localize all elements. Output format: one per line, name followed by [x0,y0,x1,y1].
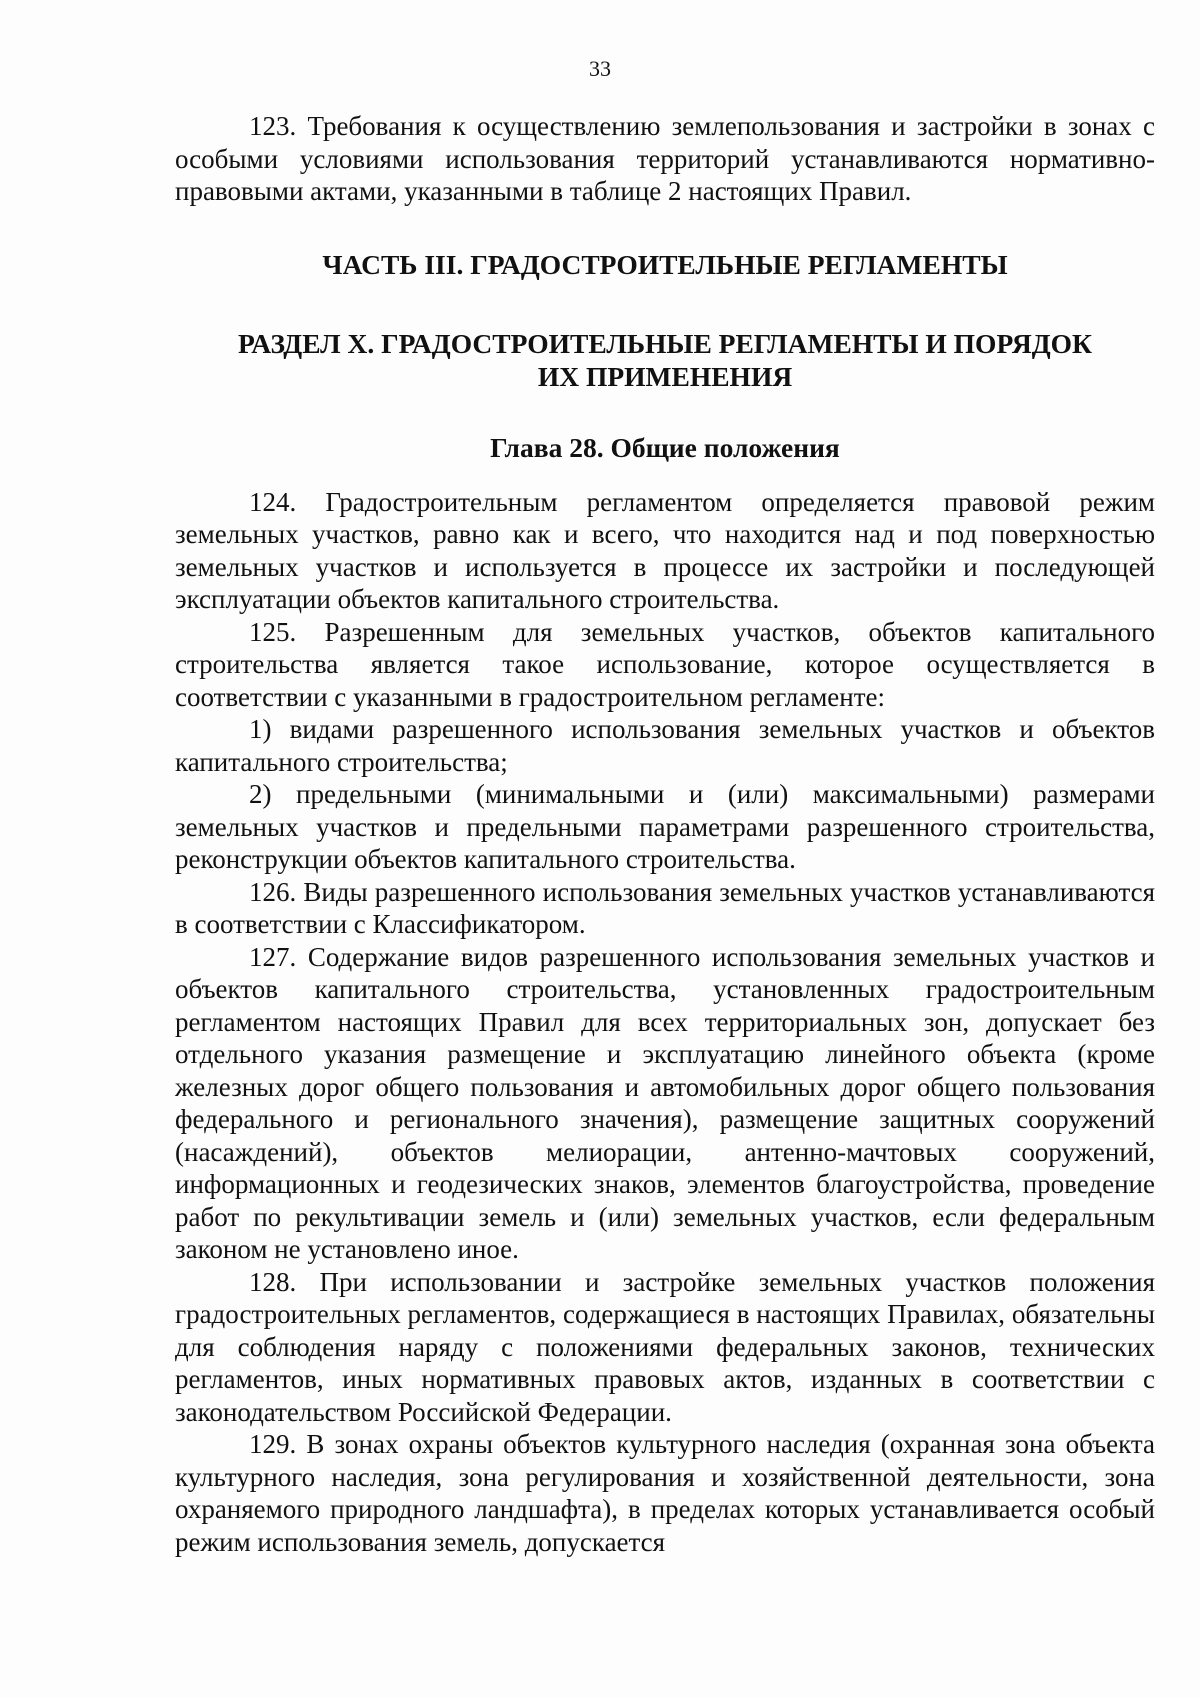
section-heading-line1: РАЗДЕЛ X. ГРАДОСТРОИТЕЛЬНЫЕ РЕГЛАМЕНТЫ И ПОРЯДОК [237,327,1092,359]
paragraph-128: 128. При использовании и застройке земельных участков положения градостроительных регламентов, содержащиеся в настоящих Правилах, обязательны для соблюдения наряду с положениями федеральных законов, технических регламентов, иных нормативных правовых актов, изданных в соответствии с законодательством Российской Федерации. [175,1266,1155,1427]
section-heading-line2: ИХ ПРИМЕНЕНИЯ [537,360,793,392]
paragraph-125-item-2: 2) предельными (минимальными и (или) максимальными) размерами земельных участков и предельными параметрами разрешенного строительства, реконструкции объектов капитального строительства. [175,779,1155,874]
part-heading: ЧАСТЬ III. ГРАДОСТРОИТЕЛЬНЫЕ РЕГЛАМЕНТЫ [322,248,1008,280]
paragraph-126: 126. Виды разрешенного использования земельных участков устанавливаются в соответствии с Классификатором. [175,876,1155,939]
paragraph-123: 123. Требования к осуществлению землепользования и застройки в зонах с особыми условиями использования территорий устанавливаются нормативно-правовыми актами, указанными в таблице 2 настоящих Правил. [175,111,1155,206]
page-number: 33 [589,56,611,81]
document-body [175,110,1155,1558]
paragraph-125: 125. Разрешенным для земельных участков, объектов капитального строительства является такое использование, которое осуществляется в соответствии с указанными в градостроительном регламенте: [175,616,1155,712]
section-heading [175,327,1155,393]
paragraph-124: 124. Градостроительным регламентом определяется правовой режим земельных участков, равно как и всего, что находится над и под поверхностью земельных участков и используется в процессе их застройки и последующей эксплуатации объектов капитального строительства. [175,486,1155,614]
paragraph-129: 129. В зонах охраны объектов культурного наследия (охранная зона объекта культурного наследия, зона регулирования и хозяйственной деятельности, зона охраняемого природного ландшафта), в пределах которых устанавливается особый режим использования земель, допускается [175,1429,1155,1557]
paragraph-125-item-1: 1) видами разрешенного использования земельных участков и объектов капитального строительства; [175,714,1155,777]
chapter-heading: Глава 28. Общие положения [490,431,840,463]
paragraph-127: 127. Содержание видов разрешенного использования земельных участков и объектов капитального строительства, установленных градостроительным регламентом настоящих Правил для всех территориальных зон, допускает без отдельного указания размещение и эксплуатацию линейного объекта (кроме железных дорог общего пользования и автомобильных дорог общего пользования федерального и регионального значения), размещение защитных сооружений (насаждений), объектов мелиорации, антенно-мачтовых сооружений, информационных и геодезических знаков, элементов благоустройства, проведение работ по рекультивации земель и (или) земельных участков, если федеральным законом не установлено иное. [175,941,1155,1264]
